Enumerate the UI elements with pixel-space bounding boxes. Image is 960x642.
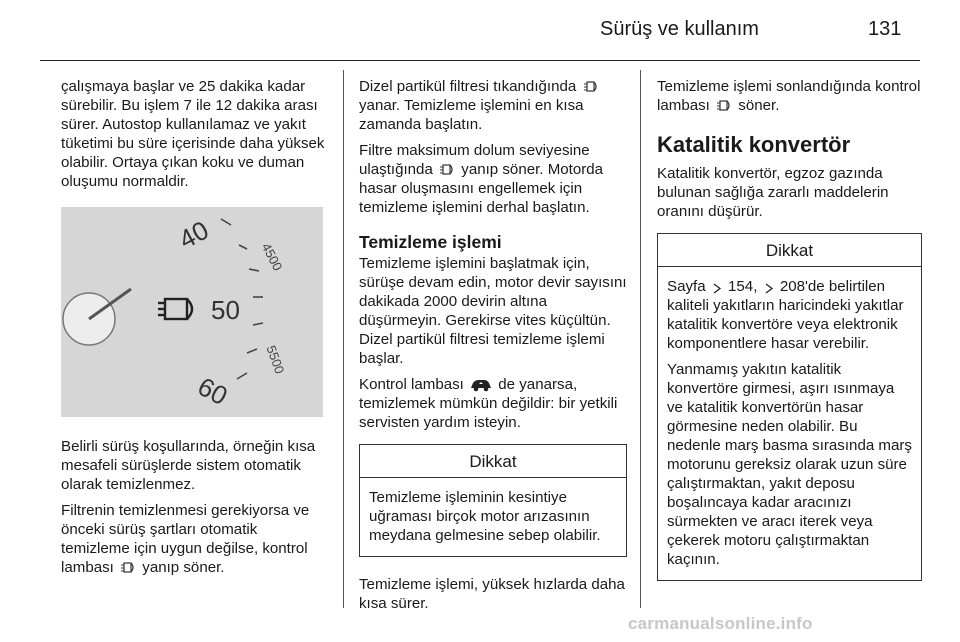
paragraph-text: yanıp söner. Motorda hasar oluşmasını engellemek için temizleme işlemini derhal başlatın. [359,161,604,216]
header-rule [40,60,920,61]
paragraph-text: de yanarsa, temizlemek mümkün değildir: bir yetkili servisten yardım isteyin. [359,376,618,431]
particle-filter-icon [120,560,136,575]
watermark: carmanualsonline.info [628,614,813,633]
speed-label: 60 [192,371,233,412]
paragraph: Katalitik konvertör, egzoz gazında bulunan sağlığa zararlı maddelerin oranını düşürür. [657,165,889,220]
paragraph-text: yanar. Temizleme işlemini en kısa zamanda başlatın. [359,97,584,133]
section-heading: Katalitik konvertör [657,132,851,157]
paragraph [359,141,627,217]
rpm-label: 5500 [263,343,288,376]
column-divider-right [640,70,641,608]
speed-label: 40 [173,214,214,255]
paragraph: Temizleme işlemi, yüksek hızlarda daha kısa sürer. [359,576,625,612]
page-ref-link[interactable]: 154, [728,278,758,295]
paragraph-text: Filtrenin temizlenmesi gerekiyorsa ve önceki sürüş şartları otomatik temizleme için uygun değilse, kontrol lambası [61,502,310,576]
paragraph-text: Kontrol lambası [359,376,464,393]
caution-box [359,444,627,557]
caution-box-text [667,277,912,353]
column-divider-left [343,70,344,608]
paragraph [359,375,627,432]
paragraph-text: söner. [738,97,780,114]
particle-filter-icon [716,98,732,113]
page-number: 131 [868,18,902,40]
caution-box-text: Yanmamış yakıtın katalitik konvertöre girmesi, aşırı ısınmaya ve katalitik konvertörün hasar görmesine neden olabilir. Bu nedenle marş basma sırasında marş motorunu gereksiz olarak uzun süre çalıştırmaktan, yakıt deposu boşalıncaya kadar aracınızı sürmekten ve aracı iterek veya çekerek motoru çalıştırmaktan kaçının. [667,361,912,568]
dashboard-gauge-photo [61,207,323,417]
paragraph: Temizleme işlemini başlatmak için, sürüşe devam edin, motor devir sayısını dakikada 2000 devirin altına düşürmeyin. Gerekirse vites küçültün. Dizel partikül filtresi temizleme işlemi başlar. [359,255,627,367]
rpm-label: 4500 [258,240,286,274]
paragraph [61,501,329,577]
column-2 [359,77,627,620]
caution-box-title: Dikkat [360,445,626,478]
page-header-title: Sürüş ve kullanım [600,18,759,40]
paragraph: Belirli sürüş koşullarında, örneğin kısa mesafeli sürüşlerde sistem otomatik olarak temizlenmez. [61,438,316,493]
service-vehicle-icon [470,378,492,392]
paragraph [657,77,922,115]
paragraph-text: Dizel partikül filtresi tıkandığında [359,78,577,95]
column-1 [61,77,329,584]
particle-filter-icon [583,79,599,94]
paragraph-text: Filtre maksimum dolum seviyesine ulaştığında [359,142,590,178]
particle-filter-icon [439,162,455,177]
caution-text: Sayfa [667,278,706,295]
paragraph-text: Temizleme işlemi sonlandığında kontrol lambası [657,78,921,114]
speed-label: 50 [211,295,240,325]
paragraph [359,77,627,134]
caution-box-text: Temizleme işleminin kesintiye uğraması birçok motor arızasının meydana gelmesine sebep olabilir. [369,489,601,544]
caution-box [657,233,922,581]
paragraph-text: yanıp söner. [142,559,225,576]
triangle-ref-icon[interactable] [764,283,774,294]
caution-box-title: Dikkat [658,234,921,267]
triangle-ref-icon[interactable] [712,283,722,294]
caution-text: 208'de belirtilen kaliteli yakıtların haricindeki yakıtlar katalitik konvertöre veya elektronik komponentlere hasar verebilir. [667,278,904,352]
section-heading: Temizleme işlemi [359,232,502,252]
column-3 [657,77,922,599]
paragraph: çalışmaya başlar ve 25 dakika kadar sürebilir. Bu işlem 7 ile 12 dakika arası sürer. Autostop kullanılamaz ve yakıt tüketimi bu süre içerisinde daha yüksek olabilir. Ortaya çıkan koku ve duman oluşumu normaldir. [61,78,325,190]
